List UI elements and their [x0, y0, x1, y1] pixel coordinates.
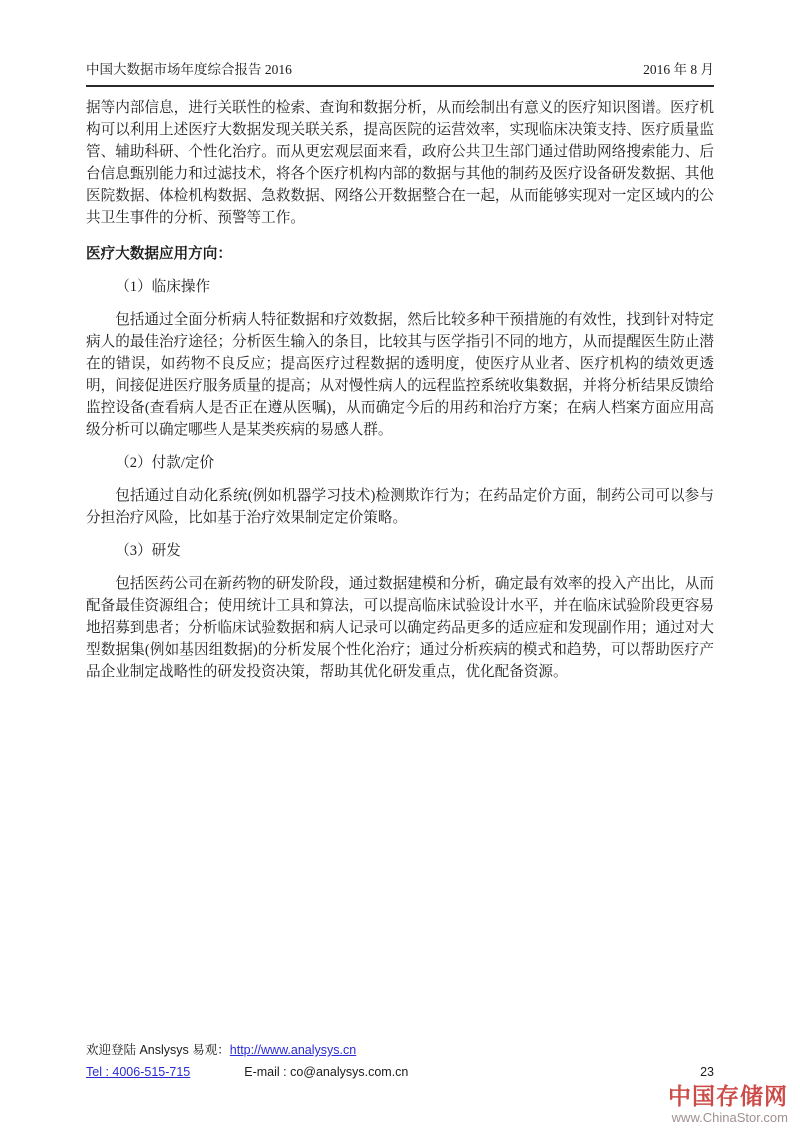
header-date: 2016 年 8 月 — [643, 62, 714, 77]
item-1-title: （1）临床操作 — [115, 279, 211, 295]
item-3-paragraph: 包括医药公司在新药物的研发阶段，通过数据建模和分析，确定最有效率的投入产出比，从而配备最佳资源组合；使用统计工具和算法，可以提高临床试验设计水平，并在临床试验阶段更容易地招募到患者；分析临床试验数据和病人记录可以确定药品更多的适应症和发现副作用；通过对大型数据集(例如基因组数据)的分析发展个性化治疗；通过分析疾病的模式和趋势，可以帮助医疗产品企业制定战略性的研发投资决策，帮助其优化研发重点，优化配备资源。 — [86, 576, 714, 680]
email-text: E-mail : co@analysys.com.cn — [244, 1065, 409, 1079]
section-heading: 医疗大数据应用方向： — [86, 246, 232, 262]
page-content — [86, 58, 714, 683]
footer-welcome-text: 欢迎登陆 Anslysys 易观： — [86, 1043, 230, 1057]
website-link[interactable]: http://www.analysys.cn — [229, 1043, 357, 1057]
footer-contact-row — [86, 1061, 714, 1083]
header-report-title: 中国大数据市场年度综合报告 2016 — [86, 62, 292, 77]
tel-link[interactable]: Tel : 4006-515-715 — [86, 1065, 191, 1079]
watermark-site-name: 中国存储网 — [668, 1083, 788, 1110]
item-1-paragraph: 包括通过全面分析病人特征数据和疗效数据，然后比较多种干预措施的有效性，找到针对特定病人的最佳治疗途径；分析医生输入的条目，比较其与医学指引不同的地方，从而提醒医生防止潜在的错误，如药物不良反应；提高医疗过程数据的透明度，使医疗从业者、医疗机构的绩效更透明，间接促进医疗服务质量的提高；从对慢性病人的远程监控系统收集数据，并将分析结果反馈给监控设备(查看病人是否正在遵从医嘱)，从而确定今后的用药和治疗方案；在病人档案方面应用高级分析可以确定哪些人是某类疾病的易感人群。 — [86, 312, 714, 438]
paragraph-continuation: 据等内部信息，进行关联性的检索、查询和数据分析，从而绘制出有意义的医疗知识图谱。医疗机构可以利用上述医疗大数据发现关联关系，提高医院的运营效率，实现临床决策支持、医疗质量监管、辅助科研、个性化治疗。而从更宏观层面来看，政府公共卫生部门通过借助网络搜索能力、后台信息甄别能力和过滤技术，将各个医疗机构内部的数据与其他的制药及医疗设备研发数据、其他医院数据、体检机构数据、急救数据、网络公开数据整合在一起，从而能够实现对一定区域内的公共卫生事件的分析、预警等工作。 — [86, 100, 714, 226]
page-header — [86, 58, 714, 87]
item-3-title: （3）研发 — [115, 543, 181, 559]
body-text — [86, 97, 714, 683]
item-2-title: （2）付款/定价 — [115, 455, 215, 471]
item-2-paragraph: 包括通过自动化系统(例如机器学习技术)检测欺诈行为；在药品定价方面，制药公司可以参与分担治疗风险，比如基于治疗效果制定定价策略。 — [86, 488, 714, 526]
watermark-site-url: www.ChinaStor.com — [671, 1109, 788, 1125]
watermark — [668, 1084, 788, 1125]
page-number: 23 — [700, 1065, 714, 1079]
footer-welcome-row — [86, 1040, 714, 1061]
page-footer — [86, 1040, 714, 1083]
